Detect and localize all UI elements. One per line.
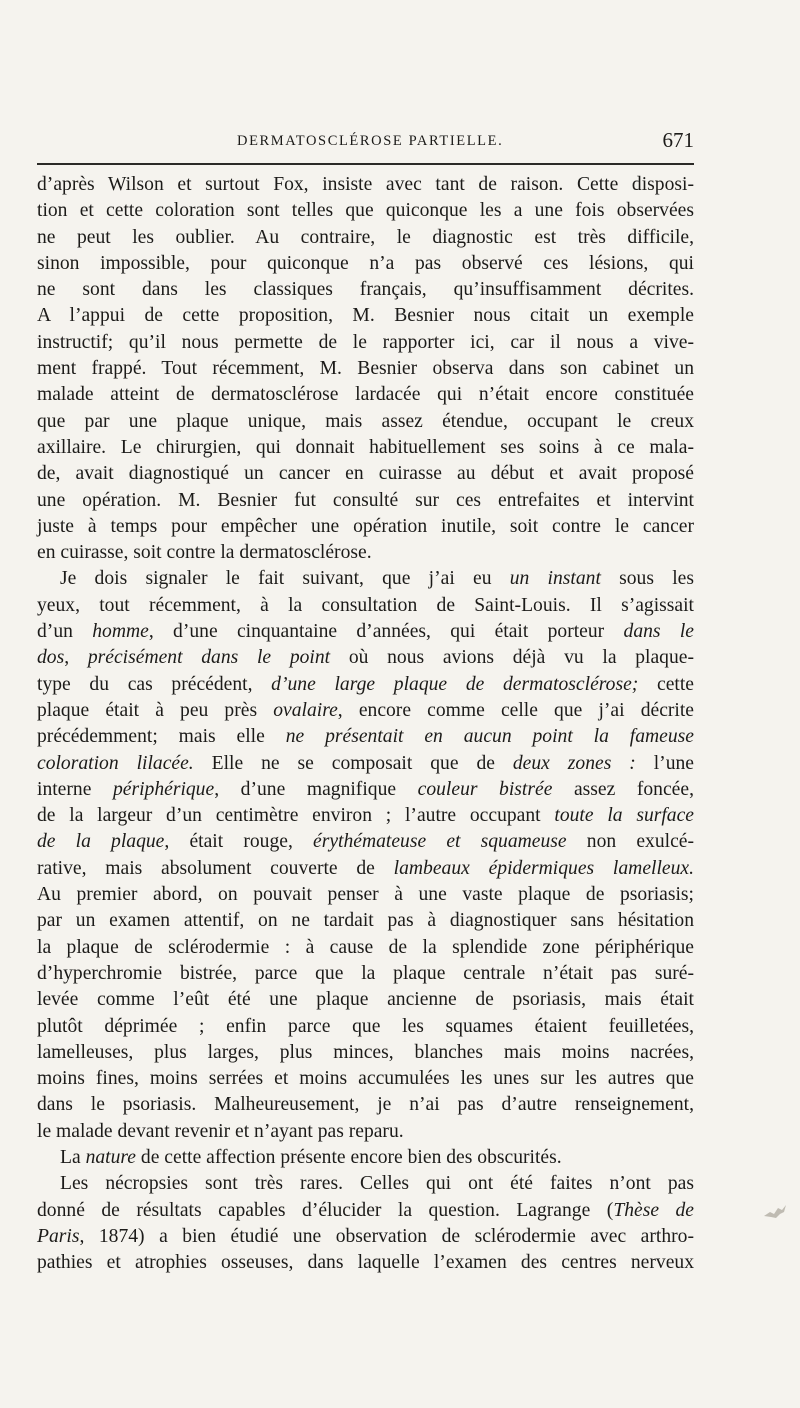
italic-text: toute la surface [554,805,694,827]
text-line [37,698,694,724]
text-segment: , 1874) a bien étudié une observation de sclérodermie avec arthro- [79,1225,694,1247]
text-segment: , d’une magnifique [214,778,418,800]
text-line [37,1014,694,1040]
text-segment: donné de résultats capables d’élucider la question. Lagrange ( [37,1199,614,1221]
italic-text: deux zones : [512,752,636,774]
text-line [37,356,694,382]
text-line [37,1119,694,1145]
text-segment: la plaque de sclérodermie : à cause de la splendide zone périphérique [37,936,694,958]
running-title: DERMATOSCLÉROSE PARTIELLE. [237,133,504,149]
text-segment: , d’une cinquantaine d’années, qui était porteur [148,621,624,643]
text-segment: le malade devant revenir et n’ayant pas reparu. [37,1120,404,1142]
italic-text: Thèse de [613,1199,694,1221]
text-segment: moins fines, moins serrées et moins accumulées les unes sur les autres que [37,1068,694,1090]
text-segment: , [64,647,88,669]
text-segment: axillaire. Le chirurgien, qui donnait habituellement ses soins à ce mala- [37,436,694,458]
text-segment: interne [37,778,113,800]
text-line [37,461,694,487]
text-segment: précédemment; mais elle [37,726,286,748]
italic-text: nature [85,1146,137,1168]
text-segment: où nous avions déjà vu la plaque- [330,647,694,669]
text-line [37,435,694,461]
text-line [37,1171,694,1197]
text-line [37,724,694,750]
text-segment: par un examen attentif, on ne tardait pas à diagnostiquer sans hésitation [37,910,694,932]
text-segment: cette [638,673,694,695]
italic-text: homme [92,621,149,643]
text-line [37,1198,694,1224]
text-line [37,1066,694,1092]
italic-text: périphérique [112,778,215,800]
header-rule [37,163,694,165]
text-segment: instructif; qu’il nous permette de le rapporter ici, car il nous a vive- [37,331,694,353]
text-segment: en cuirasse, soit contre la dermatosclérose. [37,542,372,564]
text-segment: Elle ne se composait que de [193,752,513,774]
text-line [37,908,694,934]
text-line [37,1092,694,1118]
text-segment: Je dois signaler le fait suivant, que j’ai eu [60,568,510,590]
text-segment: La [60,1146,86,1168]
text-segment: de cette affection présente encore bien des obscurités. [136,1146,562,1168]
italic-text: ne présentait en aucun point la fameuse [285,726,694,748]
text-segment: juste à temps pour empêcher une opération inutile, soit contre le cancer [37,515,694,537]
body-text [37,172,694,1276]
text-line [37,987,694,1013]
text-line [37,277,694,303]
text-line [37,1145,694,1171]
page-number: 671 [662,128,694,152]
text-line [37,198,694,224]
italic-text: érythémateuse et squameuse [313,831,567,853]
text-segment: une opération. M. Besnier fut consulté sur ces entrefaites et intervint [37,489,694,511]
italic-text: un instant [509,568,601,590]
page-header [37,128,694,152]
text-segment: sinon impossible, pour quiconque n’a pas observé ces lésions, qui [37,252,694,274]
text-segment: , encore comme celle que j’ai décrite [337,699,694,721]
text-line [37,330,694,356]
text-line [37,225,694,251]
text-segment: non exulcé- [566,831,694,853]
text-line [37,935,694,961]
italic-text: lambeaux épidermiques lamelleux. [393,857,694,879]
text-line [37,172,694,198]
text-line [37,540,694,566]
text-line [37,1250,694,1276]
italic-text: ovalaire [273,699,338,721]
text-line [37,882,694,908]
text-segment: tion et cette coloration sont telles que quiconque les a une fois observées [37,200,694,222]
italic-text: d’une large plaque de dermatosclérose; [271,673,639,695]
text-segment: , était rouge, [164,831,314,853]
text-line [37,566,694,592]
text-segment: ne sont dans les classiques français, qu’insuffisamment décrites. [37,279,694,301]
text-segment: ne peut les oublier. Au contraire, le diagnostic est très difficile, [37,226,694,248]
text-segment: d’hyperchromie bistrée, parce que la plaque centrale n’était pas suré- [37,962,694,984]
text-line [37,409,694,435]
text-segment: d’un [37,621,93,643]
text-line [37,751,694,777]
text-segment: type du cas précédent, [37,673,272,695]
italic-text: couleur bistrée [417,778,553,800]
text-segment: de, avait diagnostiqué un cancer en cuirasse au début et avait proposé [37,463,694,485]
italic-text: précisément dans le point [87,647,331,669]
text-segment: A l’appui de cette proposition, M. Besnier nous citait un exemple [37,305,694,327]
ink-stain [762,1200,788,1222]
text-line [37,672,694,698]
text-segment: l’une [635,752,694,774]
text-segment: que par une plaque unique, mais assez étendue, occupant le creux [37,410,694,432]
text-segment: malade atteint de dermatosclérose lardacée qui n’était encore constituée [37,384,694,406]
text-segment: Au premier abord, on pouvait penser à une vaste plaque de psoriasis; [37,884,694,906]
text-segment: yeux, tout récemment, à la consultation de Saint-Louis. Il s’agissait [37,594,694,616]
text-line [37,961,694,987]
text-line [37,488,694,514]
italic-text: Paris [37,1225,80,1247]
text-line [37,1040,694,1066]
text-segment: rative, mais absolument couverte de [37,857,394,879]
text-line [37,645,694,671]
text-segment: d’après Wilson et surtout Fox, insiste avec tant de raison. Cette disposi- [37,174,694,195]
text-line [37,593,694,619]
text-segment: levée comme l’eût été une plaque ancienne de psoriasis, mais était [37,989,694,1011]
text-segment: plaque était à peu près [37,699,274,721]
text-line [37,251,694,277]
text-line [37,1224,694,1250]
text-segment: de la largeur d’un centimètre environ ; l’autre occupant [37,805,555,827]
italic-text: dans le [623,621,694,643]
italic-text: de la plaque [37,831,165,853]
text-segment: pathies et atrophies osseuses, dans laquelle l’examen des centres nerveux [37,1252,694,1274]
text-segment: sous les [600,568,694,590]
text-segment: dans le psoriasis. Malheureusement, je n’ai pas d’autre renseignement, [37,1094,694,1116]
text-segment: assez foncée, [552,778,694,800]
italic-text: dos [37,647,65,669]
italic-text: coloration lilacée. [37,752,194,774]
text-segment: Les nécropsies sont très rares. Celles qui ont été faites n’ont pas [60,1173,694,1195]
text-line [37,856,694,882]
text-line [37,619,694,645]
text-line [37,382,694,408]
text-line [37,829,694,855]
text-line [37,777,694,803]
text-line [37,303,694,329]
text-line [37,803,694,829]
text-line [37,514,694,540]
text-segment: plutôt déprimée ; enfin parce que les squames étaient feuilletées, [37,1015,694,1037]
text-segment: lamelleuses, plus larges, plus minces, blanches mais moins nacrées, [37,1041,694,1063]
text-segment: ment frappé. Tout récemment, M. Besnier observa dans son cabinet un [37,358,694,380]
